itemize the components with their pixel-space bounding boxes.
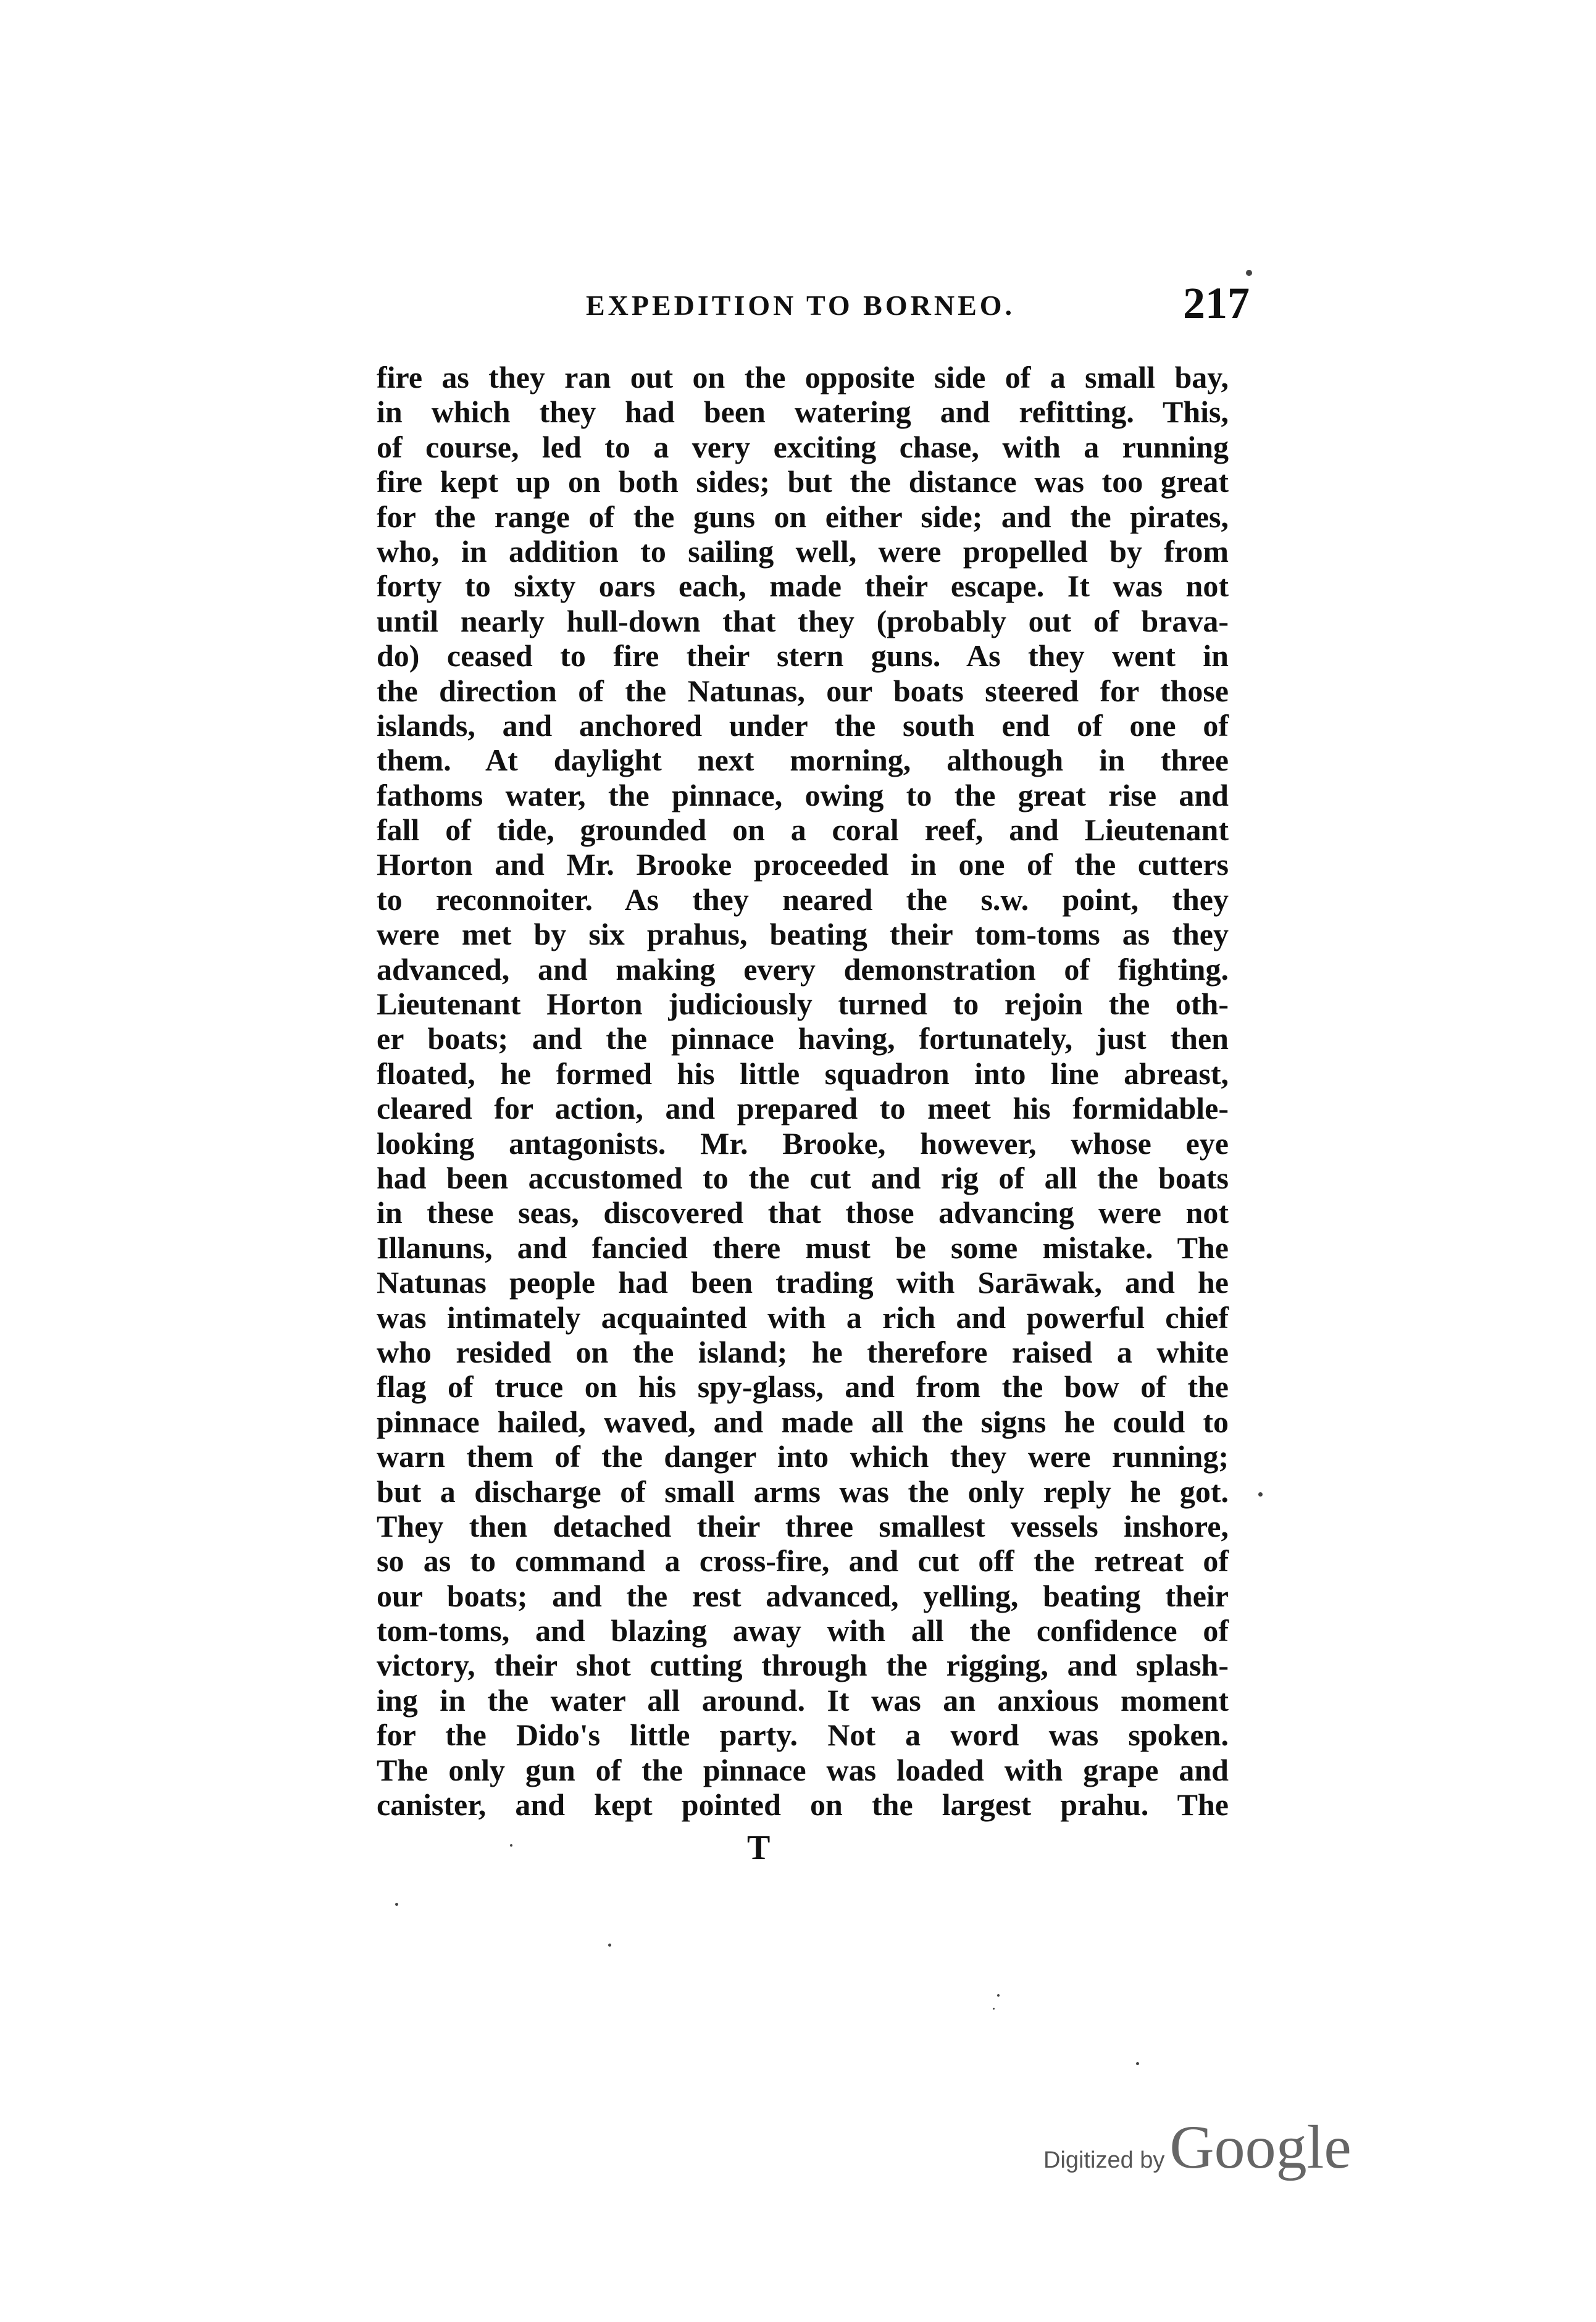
text-line: for the range of the guns on either side; and the pirates, — [377, 499, 1229, 534]
text-line: Lieutenant Horton judiciously turned to rejoin the oth- — [377, 987, 1229, 1022]
signature-mark: T — [747, 1829, 771, 1867]
text-line: them. At daylight next morning, although in three — [377, 743, 1229, 778]
scan-speck — [395, 1903, 398, 1906]
scan-speck — [1246, 270, 1252, 276]
scan-speck — [1258, 1492, 1263, 1497]
text-line: until nearly hull-down that they (probably out of brava- — [377, 603, 1229, 638]
text-line: who resided on the island; he therefore raised a white — [377, 1334, 1229, 1369]
text-line: was intimately acquainted with a rich and powerful chief — [377, 1300, 1229, 1335]
text-line: canister, and kept pointed on the largest prahu. The — [377, 1787, 1229, 1823]
text-line: fathoms water, the pinnace, owing to the great rise and — [377, 777, 1229, 812]
text-line: to reconnoiter. As they neared the s.w. point, they — [377, 882, 1229, 917]
text-line: looking antagonists. Mr. Brooke, however, whose eye — [377, 1126, 1229, 1161]
text-line: ing in the water all around. It was an anxious moment — [377, 1682, 1229, 1718]
text-line: floated, he formed his little squadron into line abreast, — [377, 1056, 1229, 1091]
text-line: of course, led to a very exciting chase, with a running — [377, 429, 1229, 464]
text-line: The only gun of the pinnace was loaded with grape and — [377, 1752, 1229, 1787]
digitized-by-google-watermark — [1043, 2111, 1352, 2181]
running-title: EXPEDITION TO BORNEO. — [586, 290, 1016, 321]
text-line: fire as they ran out on the opposite side of a small bay, — [377, 360, 1229, 395]
google-logo: Google — [1169, 2113, 1352, 2181]
text-line: Horton and Mr. Brooke proceeded in one of the cutters — [377, 847, 1229, 882]
text-line: our boats; and the rest advanced, yelling, beating their — [377, 1578, 1229, 1613]
text-line: fall of tide, grounded on a coral reef, and Lieutenant — [377, 812, 1229, 848]
text-line: the direction of the Natunas, our boats steered for those — [377, 673, 1229, 708]
text-line: in which they had been watering and refitting. This, — [377, 395, 1229, 430]
scan-speck — [510, 1844, 512, 1847]
body-text — [377, 360, 1229, 1822]
scan-speck — [1136, 2062, 1139, 2065]
text-line: islands, and anchored under the south end of one of — [377, 708, 1229, 743]
text-line: for the Dido's little party. Not a word was spoken. — [377, 1718, 1229, 1753]
text-line: warn them of the danger into which they were running; — [377, 1439, 1229, 1474]
running-head — [376, 278, 1250, 330]
page-number: 217 — [1183, 278, 1250, 328]
scan-speck — [993, 2008, 995, 2010]
text-line: Natunas people had been trading with Sarāwak, and he — [377, 1265, 1229, 1300]
scan-speck — [608, 1944, 611, 1947]
text-line: victory, their shot cutting through the rigging, and splash- — [377, 1648, 1229, 1683]
text-line: fire kept up on both sides; but the distance was too great — [377, 464, 1229, 499]
text-line: pinnace hailed, waved, and made all the signs he could to — [377, 1404, 1229, 1439]
text-line: cleared for action, and prepared to meet his formidable- — [377, 1091, 1229, 1126]
text-line: They then detached their three smallest vessels inshore, — [377, 1508, 1229, 1543]
text-line: er boats; and the pinnace having, fortunately, just then — [377, 1021, 1229, 1056]
text-line: advanced, and making every demonstration of fighting. — [377, 951, 1229, 987]
text-line: in these seas, discovered that those advancing were not — [377, 1195, 1229, 1230]
text-line: tom-toms, and blazing away with all the confidence of — [377, 1613, 1229, 1648]
scan-speck — [997, 1994, 1000, 1997]
text-line: flag of truce on his spy-glass, and from the bow of the — [377, 1369, 1229, 1405]
text-line: forty to sixty oars each, made their escape. It was not — [377, 569, 1229, 604]
watermark-prefix: Digitized by — [1043, 2147, 1165, 2173]
text-line: who, in addition to sailing well, were propelled by from — [377, 533, 1229, 569]
text-line: were met by six prahus, beating their tom-toms as they — [377, 917, 1229, 952]
text-line: so as to command a cross-fire, and cut off the retreat of — [377, 1543, 1229, 1579]
text-line: do) ceased to fire their stern guns. As they went in — [377, 638, 1229, 674]
text-line: Illanuns, and fancied there must be some mistake. The — [377, 1230, 1229, 1265]
text-line: had been accustomed to the cut and rig of all the boats — [377, 1160, 1229, 1195]
text-line: but a discharge of small arms was the only reply he got. — [377, 1474, 1229, 1509]
